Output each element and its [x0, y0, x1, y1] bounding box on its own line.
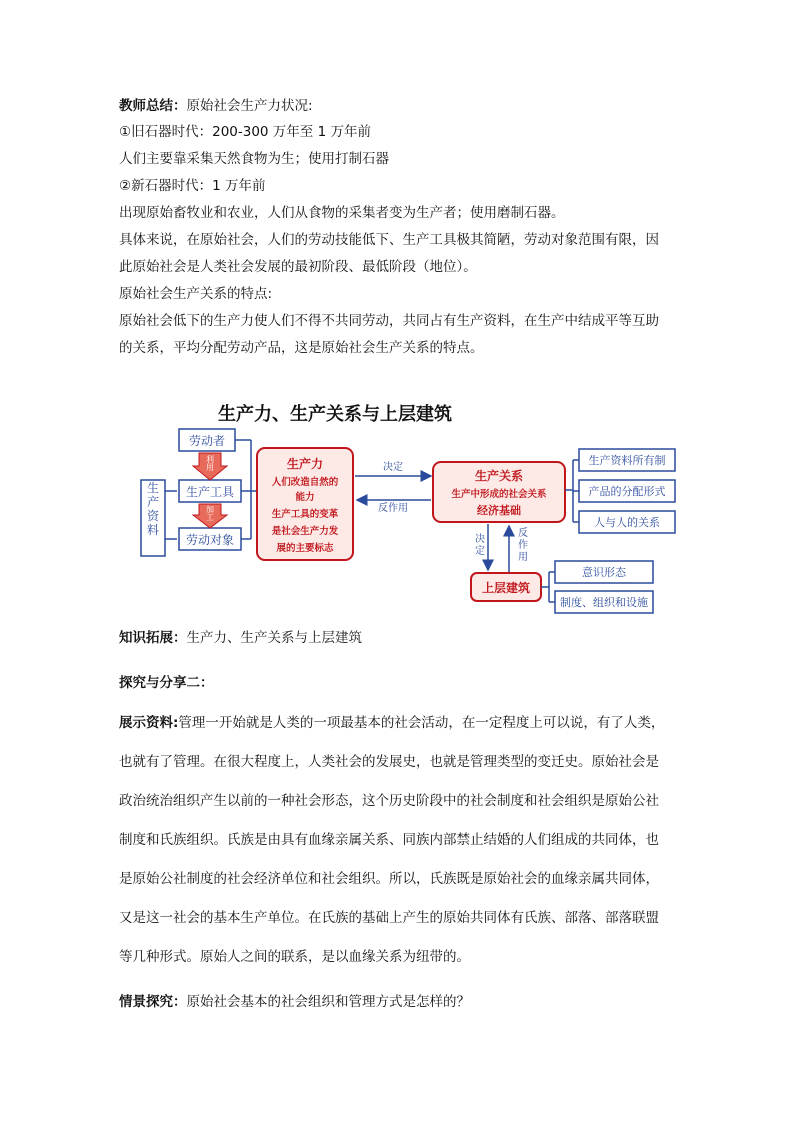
- summary-line-1: [119, 96, 313, 116]
- right-item-3: 人与人的关系: [594, 516, 660, 529]
- material-line-5: 是原始公社制度的社会经济单位和社会组织。所以，氏族既是原始社会的血缘亲属共同体，: [119, 871, 659, 887]
- diagram-title: 生产力、生产关系与上层建筑: [218, 404, 452, 425]
- material-line-3: 政治统治组织产生以前的一种社会形态，这个历史阶段中的社会制度和社会组织是原始公社: [119, 793, 659, 809]
- material-line-7: 等几种形式。原始人之间的联系，是以血缘关系为纽带的。: [119, 949, 470, 965]
- scenario-text: 原始社会基本的社会组织和管理方式是怎样的？: [186, 994, 470, 1010]
- era-1-desc: 人们主要靠采集天然食物为生；使用打制石器: [119, 151, 389, 167]
- extension-label: 知识拓展：: [119, 630, 187, 646]
- productivity-line2: 能力: [295, 492, 315, 503]
- super-item-1: 意识形态: [582, 566, 626, 579]
- productivity-title: 生产力: [286, 457, 324, 471]
- react-v-label: 反作用: [518, 528, 528, 563]
- tools-label: 生产工具: [185, 485, 235, 499]
- productivity-diagram: [135, 396, 680, 618]
- decide-v-label: 决定: [475, 534, 485, 557]
- productivity-line5: 展的主要标志: [276, 543, 334, 554]
- use-label: 利用: [206, 455, 214, 472]
- explore-heading: 探究与分享二：: [119, 675, 214, 691]
- material-label: 展示资料:: [119, 715, 179, 731]
- scenario-line: [119, 992, 470, 1012]
- relations-line1: 生产中形成的社会关系: [451, 489, 547, 500]
- para1-line1: 具体来说，在原始社会，人们的劳动技能低下、生产工具极其简陋，劳动对象范围有限，因: [119, 232, 659, 248]
- para2-line2: 的关系，平均分配劳动产品，这是原始社会生产关系的特点。: [119, 340, 484, 356]
- right-item-2: 产品的分配形式: [588, 485, 666, 498]
- object-label: 劳动对象: [185, 533, 235, 547]
- relations-title: 生产关系: [474, 469, 524, 483]
- material-line-1: [119, 713, 664, 733]
- decide-label: 决定: [383, 462, 403, 473]
- extension-text: 生产力、生产关系与上层建筑: [186, 630, 362, 646]
- productivity-line3: 生产工具的变革: [271, 509, 339, 520]
- productivity-line1: 人们改造自然的: [271, 477, 339, 488]
- era-1: ①旧石器时代：200-300 万年至 1 万年前: [119, 124, 371, 140]
- summary-title: 原始社会生产力状况:: [186, 98, 313, 114]
- productivity-line4: 是社会生产力发: [271, 526, 339, 537]
- material-line-6: 又是这一社会的基本生产单位。在氏族的基础上产生的原始共同体有氏族、部落、部落联盟: [119, 910, 659, 926]
- laborer-label: 劳动者: [188, 434, 226, 448]
- right-item-1: 生产资料所有制: [588, 454, 666, 467]
- para1-line2: 此原始社会是人类社会发展的最初阶段、最低阶段（地位）。: [119, 259, 477, 275]
- para2-line1: 原始社会低下的生产力使人们不得不共同劳动，共同占有生产资料，在生产中结成平等互助: [119, 313, 659, 329]
- era-2-desc: 出现原始畜牧业和农业，人们从食物的采集者变为生产者；使用磨制石器。: [119, 205, 565, 221]
- summary-label: 教师总结：: [119, 98, 187, 114]
- material-text-1: 管理一开始就是人类的一项最基本的社会活动，在一定程度上可以说，有了人类，: [178, 715, 665, 731]
- superstructure-label: 上层建筑: [481, 581, 531, 595]
- react-label: 反作用: [378, 503, 408, 514]
- means-label: 生产资料: [146, 481, 160, 537]
- extension-line: [119, 628, 362, 648]
- era-2: ②新石器时代：1 万年前: [119, 178, 266, 194]
- relation-title: 原始社会生产关系的特点:: [119, 286, 273, 302]
- super-item-2: 制度、组织和设施: [560, 596, 648, 609]
- diagram-svg: [135, 396, 680, 618]
- material-line-4: 制度和氏族组织。氏族是由具有血缘亲属关系、同族内部禁止结婚的人们组成的共同体，也: [119, 832, 659, 848]
- scenario-label: 情景探究：: [119, 994, 187, 1010]
- relations-line2: 经济基础: [477, 504, 521, 517]
- process-label: 加工: [206, 505, 214, 522]
- material-line-2: 也就有了管理。在很大程度上，人类社会的发展史，也就是管理类型的变迁史。原始社会是: [119, 754, 659, 770]
